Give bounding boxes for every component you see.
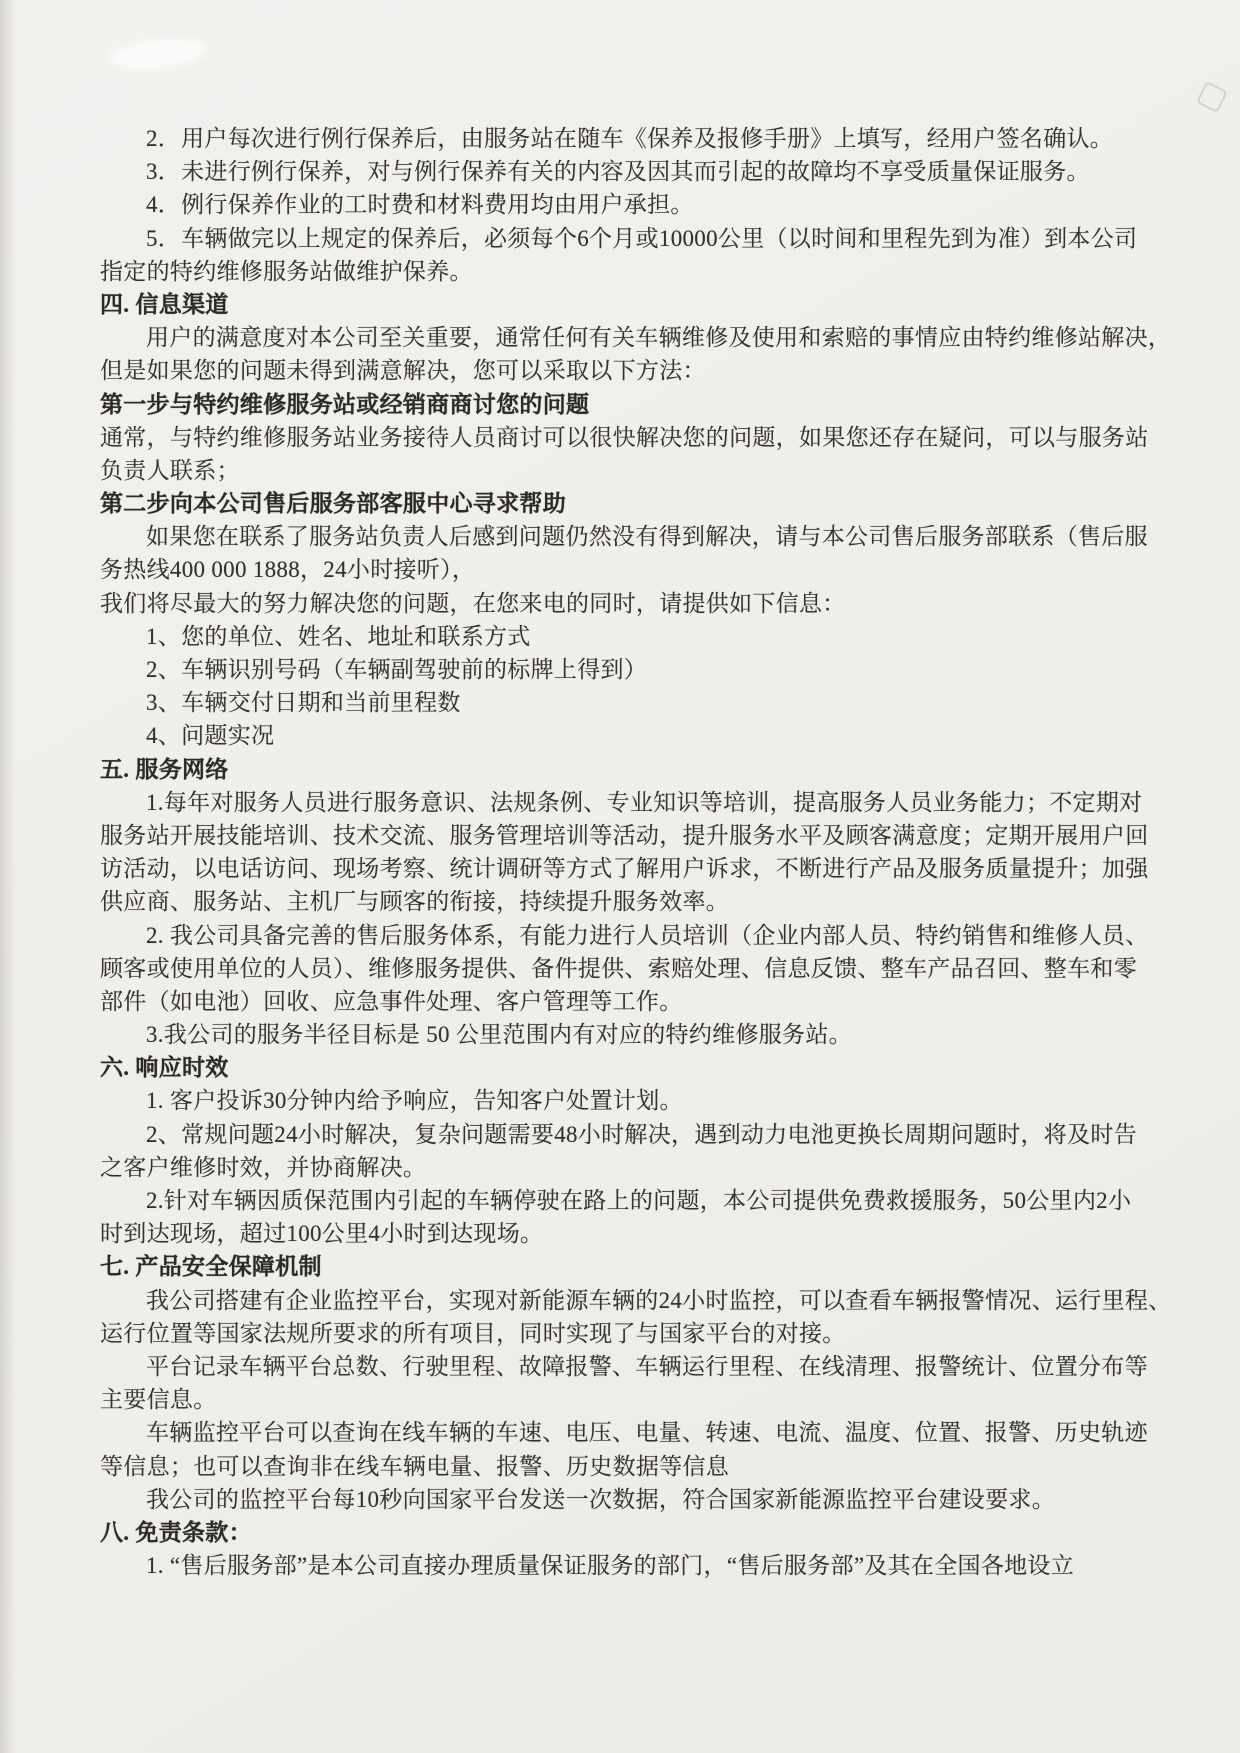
text-line: 2、常规问题24小时解决，复杂问题需要48小时解决，遇到动力电池更换长周期问题时，将及时告 bbox=[146, 1121, 1137, 1147]
scan-smudge bbox=[111, 36, 205, 71]
text-line: 负责人联系； bbox=[100, 457, 240, 483]
text-line: 我们将尽最大的努力解决您的问题，在您来电的同时，请提供如下信息： bbox=[100, 590, 846, 616]
text-line: 运行位置等国家法规所要求的所有项目，同时实现了与国家平台的对接。 bbox=[100, 1320, 846, 1346]
text-line: 如果您在联系了服务站负责人后感到问题仍然没有得到解决，请与本公司售后服务部联系（售后服 bbox=[146, 524, 1148, 550]
text-line: 服务站开展技能培训、技术交流、服务管理培训等活动，提升服务水平及顾客满意度；定期开展用户回 bbox=[100, 822, 1149, 848]
text-line: 用户的满意度对本公司至关重要，通常任何有关车辆维修及使用和索赔的事情应由特约维修站解决， bbox=[146, 325, 1172, 351]
text-line: 供应商、服务站、主机厂与顾客的衔接，持续提升服务效率。 bbox=[100, 889, 730, 915]
text-line: 1、您的单位、姓名、地址和联系方式 bbox=[146, 623, 531, 649]
text-line: 4、问题实况 bbox=[146, 723, 275, 749]
text-line: 1.每年对服务人员进行服务意识、法规条例、专业知识等培训，提高服务人员业务能力；不定期对 bbox=[146, 789, 1143, 815]
text-line: 5．车辆做完以上规定的保养后，必须每个6个月或10000公里（以时间和里程先到为准）到本公司 bbox=[146, 225, 1138, 251]
text-line: 3、车辆交付日期和当前里程数 bbox=[146, 690, 461, 716]
section-heading: 七. 产品安全保障机制 bbox=[100, 1254, 322, 1280]
section-heading: 第二步向本公司售后服务部客服中心寻求帮助 bbox=[100, 491, 566, 517]
text-line: 访活动，以电话访问、现场考察、统计调研等方式了解用户诉求，不断进行产品及服务质量提升；加强 bbox=[100, 856, 1149, 882]
scan-edge-shadow bbox=[0, 0, 16, 1753]
text-line: 1. 客户投诉30分钟内给予响应，告知客户处置计划。 bbox=[146, 1088, 683, 1114]
text-line: 3．未进行例行保养，对与例行保养有关的内容及因其而引起的故障均不享受质量保证服务。 bbox=[146, 159, 1090, 185]
section-heading: 六. 响应时效 bbox=[100, 1055, 229, 1081]
section-heading: 四. 信息渠道 bbox=[100, 291, 229, 317]
text-line: 之客户维修时效，并协商解决。 bbox=[100, 1154, 427, 1180]
section-heading: 五. 服务网络 bbox=[100, 756, 229, 782]
text-line: 2. 我公司具备完善的售后服务体系，有能力进行人员培训（企业内部人员、特约销售和维修人员、 bbox=[146, 922, 1149, 948]
text-line: 等信息；也可以查询非在线车辆电量、报警、历史数据等信息 bbox=[100, 1453, 730, 1479]
text-line: 顾客或使用单位的人员）、维修服务提供、备件提供、索赔处理、信息反馈、整车产品召回、整车和零 bbox=[100, 955, 1137, 981]
text-line: 指定的特约维修服务站做维护保养。 bbox=[100, 258, 473, 284]
text-line: 2.针对车辆因质保范围内引起的车辆停驶在路上的问题，本公司提供免费救援服务，50公里内2小 bbox=[146, 1188, 1132, 1213]
text-line: 我公司搭建有企业监控平台，实现对新能源车辆的24小时监控，可以查看车辆报警情况、运行里程、 bbox=[146, 1287, 1172, 1313]
text-line: 3.我公司的服务半径目标是 50 公里范围内有对应的特约维修服务站。 bbox=[146, 1022, 852, 1048]
scan-mark bbox=[1196, 81, 1228, 113]
text-line: 我公司的监控平台每10秒向国家平台发送一次数据，符合国家新能源监控平台建设要求。 bbox=[146, 1486, 1055, 1512]
text-line: 2、车辆识别号码（车辆副驾驶前的标牌上得到） bbox=[146, 657, 648, 682]
text-line: 部件（如电池）回收、应急事件处理、客户管理等工作。 bbox=[100, 988, 683, 1014]
text-line: 通常，与特约维修服务站业务接待人员商讨可以很快解决您的问题，如果您还存在疑问，可以与服务站 bbox=[100, 424, 1149, 450]
text-line: 2．用户每次进行例行保养后，由服务站在随车《保养及报修手册》上填写，经用户签名确认。 bbox=[146, 126, 1114, 151]
text-line: 1. “售后服务部”是本公司直接办理质量保证服务的部门，“售后服务部”及其在全国各地设立 bbox=[146, 1553, 1075, 1579]
document-body bbox=[100, 122, 1172, 1582]
text-line: 时到达现场，超过100公里4小时到达现场。 bbox=[100, 1221, 544, 1247]
section-heading: 第一步与特约维修服务站或经销商商讨您的问题 bbox=[100, 391, 590, 417]
text-line: 务热线400 000 1888，24小时接听）， bbox=[100, 557, 476, 583]
text-line: 主要信息。 bbox=[100, 1387, 217, 1413]
text-line: 车辆监控平台可以查询在线车辆的车速、电压、电量、转速、电流、温度、位置、报警、历史轨迹 bbox=[146, 1420, 1148, 1446]
section-heading: 八. 免责条款： bbox=[100, 1519, 252, 1545]
text-line: 4．例行保养作业的工时费和材料费用均由用户承担。 bbox=[146, 192, 694, 218]
text-line: 但是如果您的问题未得到满意解决，您可以采取以下方法： bbox=[100, 358, 706, 384]
text-line: 平台记录车辆平台总数、行驶里程、故障报警、车辆运行里程、在线清理、报警统计、位置分布等 bbox=[146, 1353, 1148, 1379]
